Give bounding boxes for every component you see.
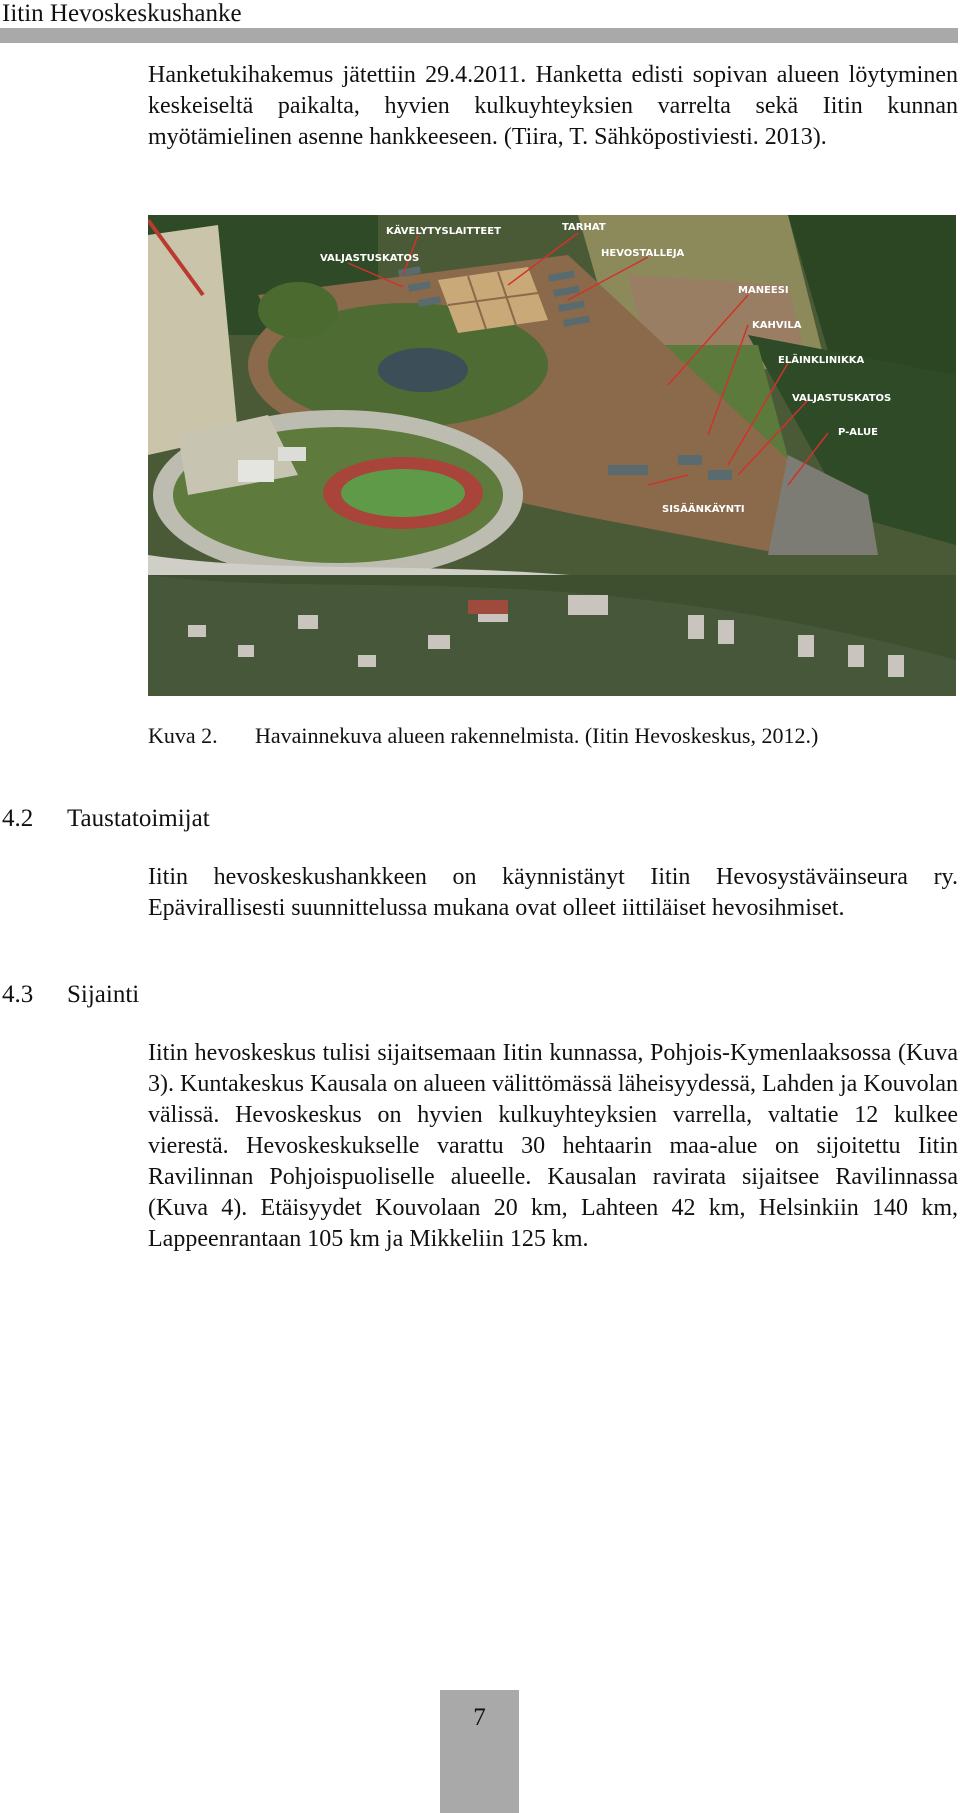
figure-label-p-alue: P-ALUE — [838, 427, 879, 438]
figure-label-elainklinikka: ELÄINKLINIKKA — [778, 355, 865, 366]
intro-paragraph: Hanketukihakemus jätettiin 29.4.2011. Hanketta edisti sopivan alueen löytyminen keskeiseltä paikalta, hyvien kulkuyhteyksien varrelta sekä Iitin kunnan myötämielinen asenne hankkeeseen. (Tiira, T. Sähköpostiviesti. 2013). — [148, 62, 958, 150]
sijainti-paragraph: Iitin hevoskeskus tulisi sijaitsemaan Iitin kunnassa, Pohjois-Kymenlaaksossa (Kuva 3). Kuntakeskus Kausala on alueen välittömässä läheisyydessä, Lahden ja Kouvolan välissä. Hevoskeskus on hyvien kulkuyhteyksien varrella, valtatie 12 kulkee vierestä. Hevoskeskukselle varattu 30 hehtaarin maa-alue on sijoitettu Iitin Ravilinnan Pohjoispuoliselle alueelle. Kausalan ravirata sijaitsee Ravilinnassa (Kuva 4). Etäisyydet Kouvolaan 20 km, Lahteen 42 km, Helsinkiin 140 km, Lappeenrantaan 105 km ja Mikkeliin 125 km. — [148, 1040, 958, 1252]
figure-label-valjastuskatos-left: VALJASTUSKATOS — [320, 253, 420, 264]
header-rule — [0, 28, 958, 43]
section-title: Taustatoimijat — [67, 805, 210, 832]
figure-label-sisaankaynti: SISÄÄNKÄYNTI — [662, 504, 745, 515]
figure-label-tarhat: TARHAT — [562, 222, 606, 233]
figure-caption-text: Havainnekuva alueen rakennelmista. (Iitin Hevoskeskus, 2012.) — [255, 723, 819, 748]
site-plan-figure — [148, 215, 956, 696]
figure-label-valjastuskatos-right: VALJASTUSKATOS — [792, 393, 892, 404]
site-plan-illustration — [148, 215, 956, 696]
section-title: Sijainti — [67, 981, 140, 1008]
figure-label-kahvila: KAHVILA — [752, 320, 802, 331]
figure-label-kavelytyslaitteet: KÄVELYTYSLAITTEET — [386, 226, 501, 237]
page-number: 7 — [473, 1704, 486, 1731]
running-header-title: Iitin Hevoskeskushanke — [2, 0, 242, 27]
section-number: 4.2 — [2, 805, 34, 832]
figure-label-maneesi: MANEESI — [738, 285, 789, 296]
page-number-box — [440, 1690, 519, 1813]
figure-label-hevostalleja: HEVOSTALLEJA — [601, 248, 685, 259]
taustatoimijat-paragraph: Iitin hevoskeskushankkeen on käynnistänyt Iitin Hevosystäväinseura ry. Epävirallisesti suunnittelussa mukana ovat olleet iittiläiset hevosihmiset. — [148, 864, 958, 921]
section-number: 4.3 — [2, 981, 34, 1008]
figure-caption-label: Kuva 2. — [148, 723, 218, 748]
